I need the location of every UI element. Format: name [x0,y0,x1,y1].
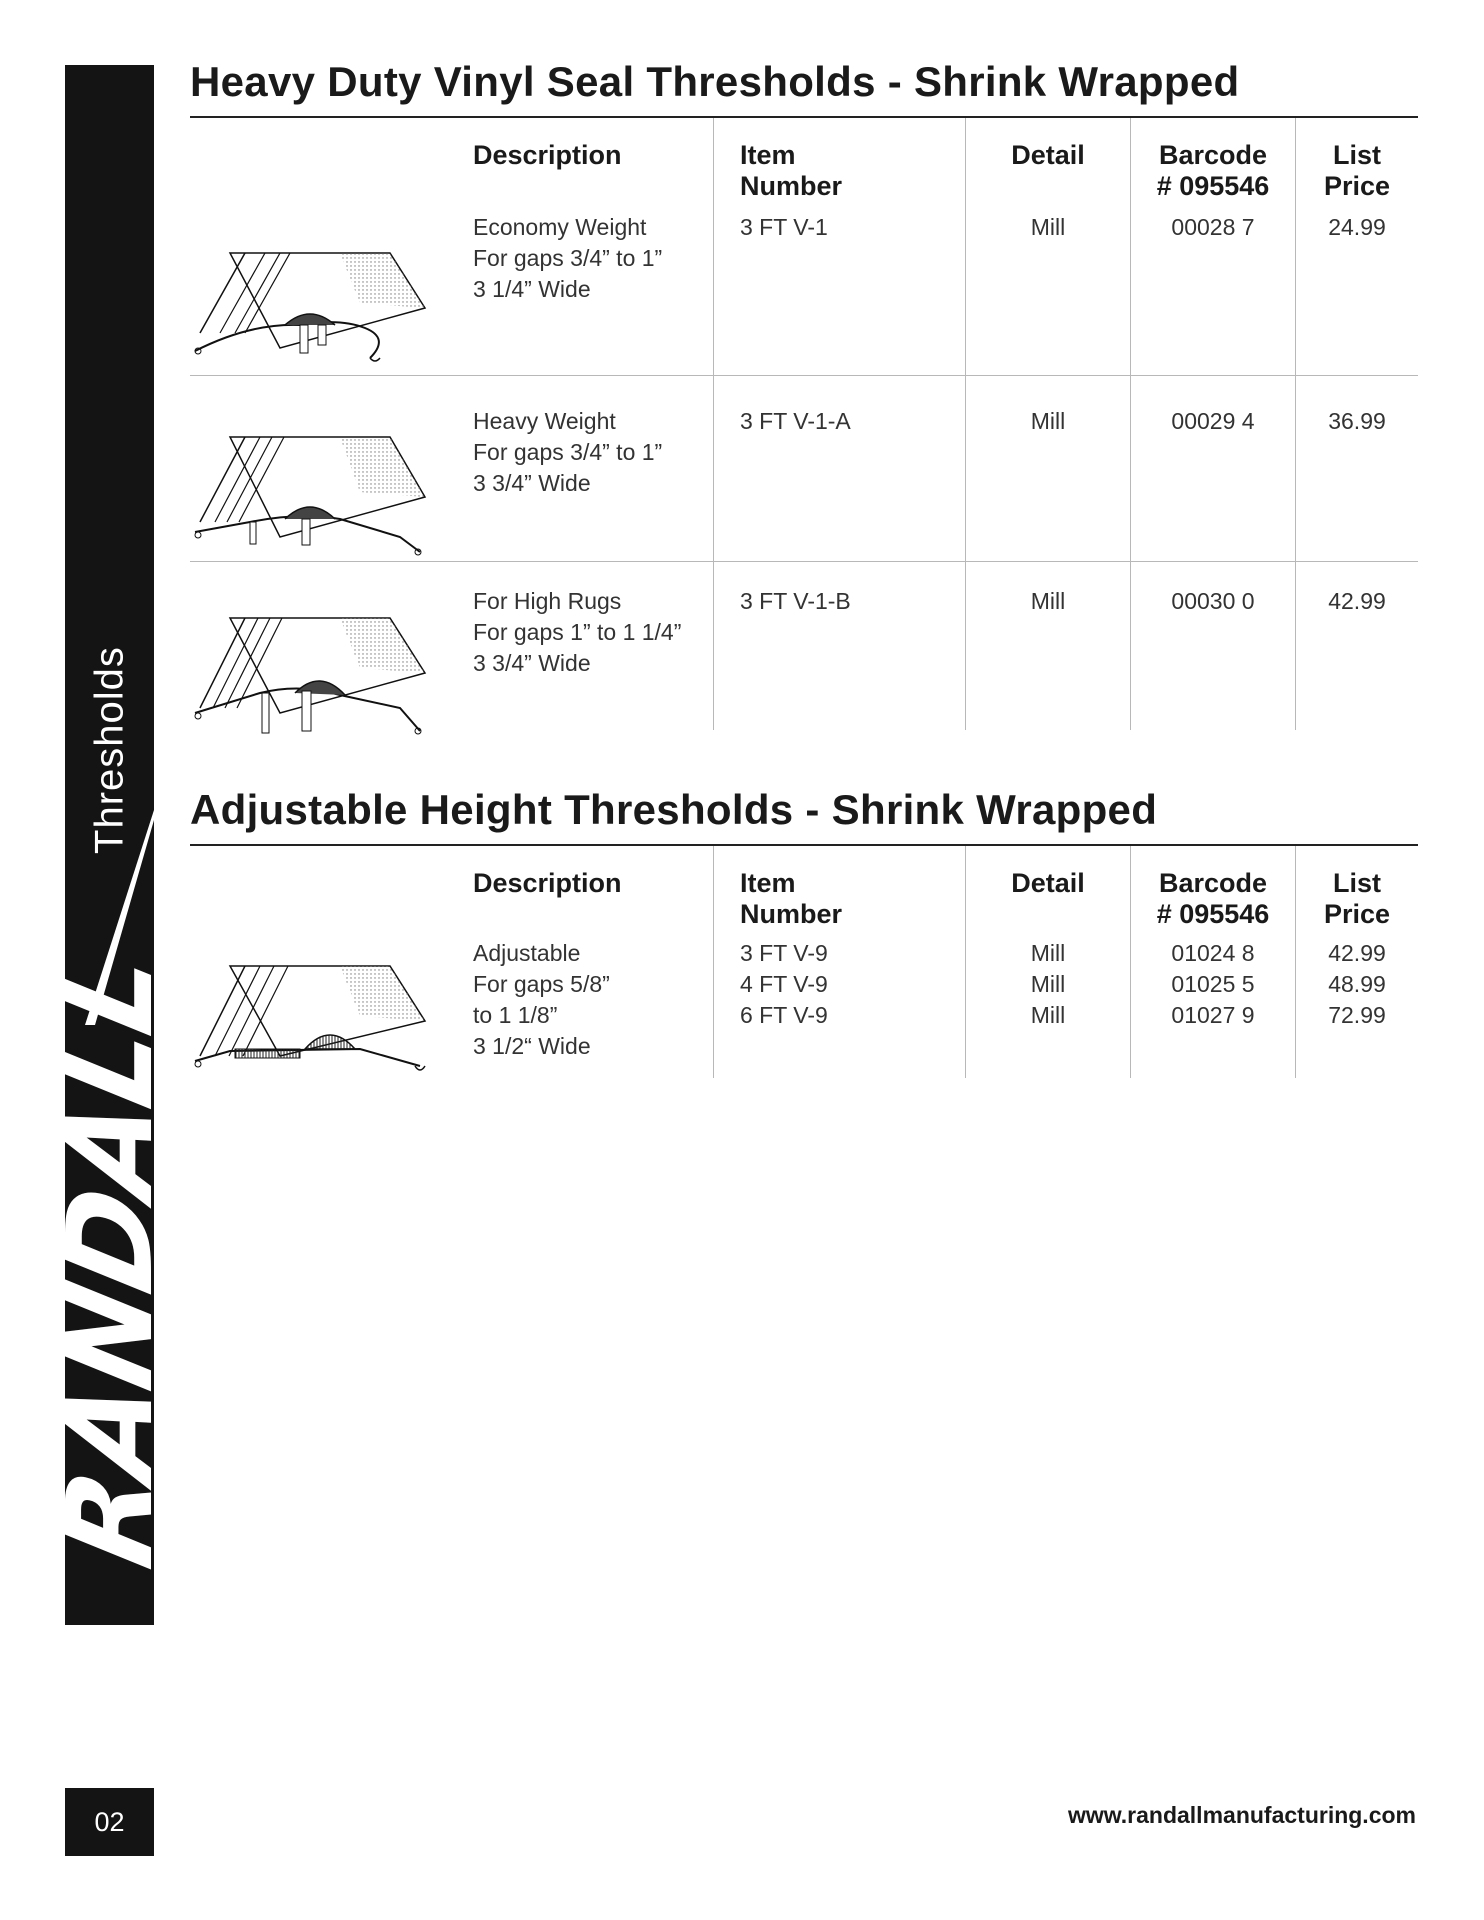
threshold-profile-image [190,427,430,577]
product-image-v1 [190,202,473,375]
row-detail: Mill [965,202,1130,375]
row-item-number: 3 FT V-1-A [713,376,965,561]
section-vinyl-seal [190,58,1418,730]
row-list-price: 36.99 [1295,376,1418,561]
product-table [190,846,1418,1078]
product-table [190,118,1418,730]
row-barcode: 00028 7 [1130,202,1295,375]
table-row [190,202,1418,376]
row-list-price: 24.99 [1295,202,1418,375]
row-barcode: 01024 8 01025 5 01027 9 [1130,930,1295,1078]
row-item-number: 3 FT V-1 [713,202,965,375]
sidebar-section-label: Thresholds [87,646,132,854]
table-header [190,118,1418,202]
row-barcode: 00029 4 [1130,376,1295,561]
table-row [190,562,1418,730]
row-detail: Mill Mill Mill [965,930,1130,1078]
section-adjustable-height [190,786,1418,1078]
table-row [190,930,1418,1078]
row-description: Adjustable For gaps 5/8” to 1 1/8” 3 1/2“ Wide [473,940,610,1059]
page-number: 02 [65,1788,154,1856]
table-header [190,846,1418,930]
section-title: Heavy Duty Vinyl Seal Thresholds - Shrink Wrapped [190,58,1418,118]
table-row [190,376,1418,562]
header-item-number: Item Number [713,846,965,930]
product-image-v1a [190,376,473,561]
row-description: Economy Weight For gaps 3/4” to 1” 3 1/4” Wide [473,214,663,302]
header-item-number: Item Number [713,118,965,202]
row-list-price: 42.99 48.99 72.99 [1295,930,1418,1078]
header-image-spacer [190,846,473,930]
product-image-v1b [190,562,473,730]
header-barcode: Barcode # 095546 [1130,118,1295,202]
header-description: Description [473,868,622,898]
row-description: For High Rugs For gaps 1” to 1 1/4” 3 3/4” Wide [473,588,682,676]
header-list-price: List Price [1295,118,1418,202]
header-description: Description [473,140,622,170]
row-list-price: 42.99 [1295,562,1418,730]
row-barcode: 00030 0 [1130,562,1295,730]
header-list-price: List Price [1295,846,1418,930]
header-detail: Detail [965,118,1130,202]
row-detail: Mill [965,562,1130,730]
threshold-profile-image [190,613,430,763]
row-item-number: 3 FT V-1-B [713,562,965,730]
header-image-spacer [190,118,473,202]
header-barcode: Barcode # 095546 [1130,846,1295,930]
threshold-profile-image [190,233,430,383]
row-description: Heavy Weight For gaps 3/4” to 1” 3 3/4” Wide [473,408,663,496]
threshold-profile-image [190,961,430,1101]
row-item-number: 3 FT V-9 4 FT V-9 6 FT V-9 [713,930,965,1078]
section-title: Adjustable Height Thresholds - Shrink Wrapped [190,786,1418,846]
row-detail: Mill [965,376,1130,561]
footer-website-link[interactable]: www.randallmanufacturing.com [1067,1802,1416,1828]
product-image-v9 [190,930,473,1078]
brand-logo: RANDALL [41,942,179,1578]
header-detail: Detail [965,846,1130,930]
